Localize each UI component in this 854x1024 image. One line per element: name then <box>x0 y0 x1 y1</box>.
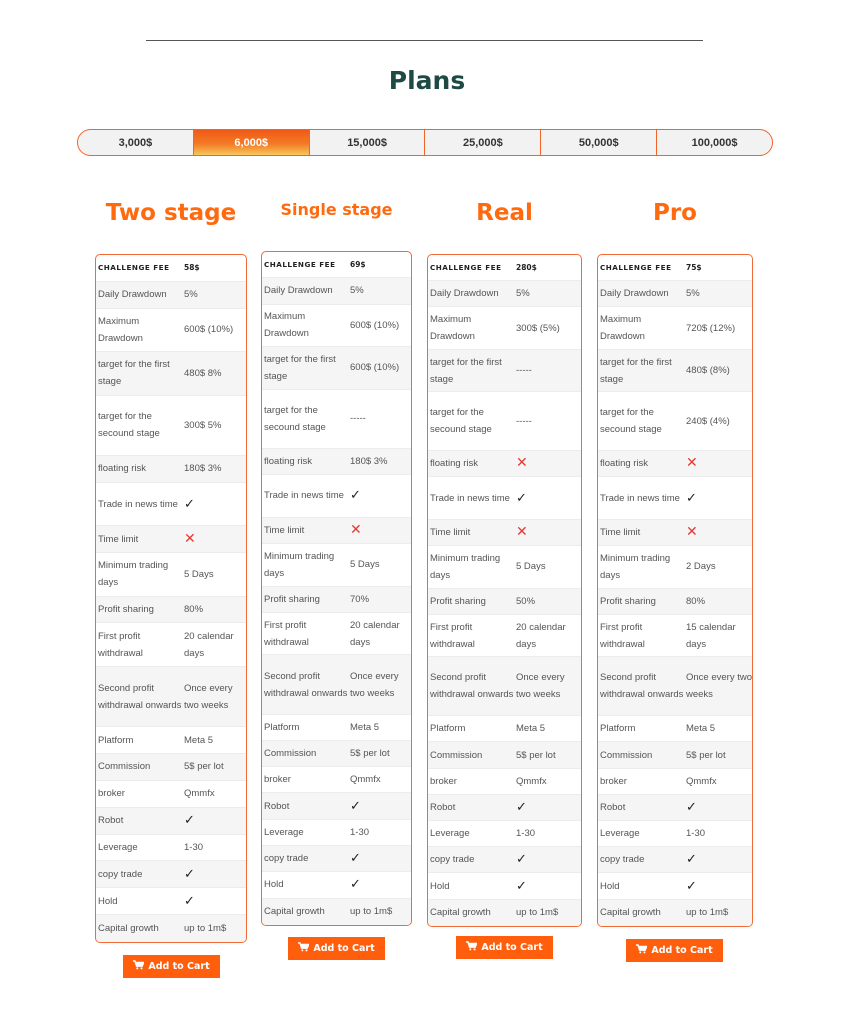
row-value: 5$ per lot <box>184 761 224 773</box>
row-value <box>514 523 581 542</box>
table-row <box>262 655 411 714</box>
row-value: up to 1m$ <box>516 907 559 919</box>
table-row <box>598 769 752 795</box>
table-row <box>598 821 752 847</box>
row-value: Once every two weeks <box>516 672 565 701</box>
row-label: Second profit withdrawal onwards <box>98 682 182 711</box>
row-label: target for the secound stage <box>264 404 326 433</box>
row-value: 70% <box>350 593 370 605</box>
row-label: broker <box>600 775 627 787</box>
table-row <box>96 861 246 888</box>
table-row <box>598 281 752 307</box>
row-label: target for the first stage <box>430 356 502 385</box>
row-label: Second profit withdrawal onwards <box>264 670 348 699</box>
row-value: 15 calendar days <box>686 621 736 650</box>
row-label: Leverage <box>98 841 138 853</box>
row-value <box>182 811 246 830</box>
row-value <box>684 798 752 817</box>
row-label: Hold <box>98 895 118 907</box>
row-label: copy trade <box>264 853 309 865</box>
row-label: copy trade <box>98 868 143 880</box>
row-value: Qmmfx <box>516 775 547 787</box>
row-label: floating risk <box>430 458 479 470</box>
fee-row <box>262 252 411 278</box>
row-label: Time limit <box>430 527 471 539</box>
row-value: 69$ <box>350 260 366 270</box>
row-value <box>348 486 411 505</box>
row-value: 5 Days <box>350 559 380 571</box>
row-value: 180$ 3% <box>184 463 222 475</box>
add-to-cart-button-real[interactable] <box>456 936 553 959</box>
row-label: Profit sharing <box>264 593 320 605</box>
row-label: Trade in news time <box>430 492 510 504</box>
row-value: up to 1m$ <box>350 906 393 918</box>
table-row <box>96 553 246 596</box>
row-label: Capital growth <box>98 922 159 934</box>
row-label: Hold <box>264 879 284 891</box>
row-value <box>182 892 246 911</box>
row-label: Second profit withdrawal onwards <box>430 672 514 701</box>
table-row <box>262 715 411 741</box>
tab-50000[interactable]: 50,000$ <box>541 130 657 155</box>
row-label: broker <box>98 788 125 800</box>
table-row <box>598 477 752 519</box>
table-row <box>96 915 246 942</box>
cross-icon: ✕ <box>350 520 362 537</box>
table-row <box>428 281 581 307</box>
table-row <box>262 767 411 793</box>
table-row <box>96 808 246 835</box>
table-row <box>96 781 246 808</box>
row-value: 5% <box>516 288 530 300</box>
row-label: Trade in news time <box>98 498 178 510</box>
row-label: Minimum trading days <box>600 552 671 581</box>
row-value: 480$ (8%) <box>686 365 730 377</box>
table-row <box>96 396 246 456</box>
row-value: 5% <box>350 285 364 297</box>
row-label: target for the first stage <box>98 359 170 388</box>
check-icon: ✓ <box>686 489 697 505</box>
row-label: floating risk <box>600 458 649 470</box>
row-value: 600$ (10%) <box>350 319 400 331</box>
row-value: 600$ (10%) <box>184 324 234 336</box>
row-label: copy trade <box>600 854 645 866</box>
table-row <box>598 615 752 657</box>
row-value <box>514 877 581 896</box>
row-value: 1-30 <box>516 828 536 840</box>
row-value: 20 calendar days <box>516 621 566 650</box>
row-value: 280$ <box>516 263 537 273</box>
row-value: Meta 5 <box>350 721 380 733</box>
table-row <box>428 350 581 392</box>
row-label: Platform <box>430 723 466 735</box>
row-value: 80% <box>184 603 204 615</box>
row-label: Maximum Drawdown <box>600 314 645 343</box>
row-label: Trade in news time <box>600 492 680 504</box>
table-row <box>598 900 752 926</box>
plan-heading-two-stage: Two stage <box>105 200 237 226</box>
row-label: First profit withdrawal <box>264 619 309 648</box>
row-value <box>348 875 411 894</box>
table-row <box>262 518 411 544</box>
fee-row <box>428 255 581 281</box>
row-label: Maximum Drawdown <box>430 314 475 343</box>
check-icon: ✓ <box>350 797 361 813</box>
row-label: Maximum Drawdown <box>264 311 309 340</box>
row-label: Maximum Drawdown <box>98 315 143 344</box>
cross-icon: ✕ <box>184 529 196 546</box>
row-label: broker <box>264 774 291 786</box>
row-value: 2 Days <box>686 561 716 573</box>
table-row <box>96 282 246 309</box>
table-row <box>262 347 411 390</box>
row-value <box>182 530 246 549</box>
row-label: Leverage <box>264 826 304 838</box>
table-row <box>96 352 246 395</box>
row-label: Time limit <box>264 524 305 536</box>
tab-15000[interactable]: 15,000$ <box>310 130 426 155</box>
fee-row <box>598 255 752 281</box>
row-value: 600$ (10%) <box>350 362 400 374</box>
row-label: Minimum trading days <box>430 552 501 581</box>
row-value <box>514 798 581 817</box>
row-value <box>684 850 752 869</box>
row-label: CHALLENGE FEE <box>430 263 502 273</box>
row-label: Daily Drawdown <box>430 288 499 300</box>
table-row <box>428 520 581 546</box>
row-label: Trade in news time <box>264 490 344 502</box>
table-row <box>96 309 246 352</box>
check-icon: ✓ <box>516 489 527 505</box>
plan-heading-single-stage: Single stage <box>280 200 393 219</box>
row-label: Capital growth <box>264 906 325 918</box>
add-to-cart-label: Add to Cart <box>148 961 210 972</box>
table-row <box>96 667 246 727</box>
table-row <box>598 520 752 546</box>
cross-icon: ✕ <box>516 523 528 540</box>
row-value <box>684 523 752 542</box>
row-value: 5 Days <box>184 568 214 580</box>
table-row <box>262 820 411 846</box>
row-label: Profit sharing <box>600 595 656 607</box>
plan-heading-pro: Pro <box>652 200 697 226</box>
table-row <box>262 475 411 518</box>
table-row <box>598 589 752 615</box>
add-to-cart-label: Add to Cart <box>481 942 543 953</box>
check-icon: ✓ <box>350 850 361 866</box>
plan-card-real <box>427 254 582 927</box>
table-row <box>262 587 411 613</box>
table-row <box>428 546 581 588</box>
table-row <box>598 392 752 451</box>
row-label: Daily Drawdown <box>264 285 333 297</box>
table-row <box>96 888 246 915</box>
row-value: 20 calendar days <box>350 619 400 648</box>
table-row <box>428 392 581 451</box>
table-row <box>262 449 411 475</box>
row-label: Minimum trading days <box>98 560 169 589</box>
row-value <box>684 489 752 508</box>
check-icon: ✓ <box>686 851 697 867</box>
row-value <box>348 797 411 816</box>
table-row <box>262 305 411 348</box>
table-row <box>428 769 581 795</box>
table-row <box>262 278 411 304</box>
row-value: 5$ per lot <box>686 749 726 761</box>
row-value: 5$ per lot <box>350 748 390 759</box>
row-label: Capital growth <box>600 907 661 919</box>
row-label: Time limit <box>600 527 641 539</box>
row-value: 720$ (12%) <box>686 322 736 334</box>
row-value: Meta 5 <box>516 723 546 735</box>
cross-icon: ✕ <box>686 523 698 540</box>
row-label: Commission <box>600 749 653 761</box>
row-label: copy trade <box>430 854 475 866</box>
row-value: 50% <box>516 595 536 607</box>
fee-row <box>96 255 246 282</box>
tab-3000[interactable]: 3,000$ <box>78 130 194 155</box>
row-value: Qmmfx <box>686 775 717 787</box>
row-label: Profit sharing <box>98 603 154 615</box>
table-row <box>598 847 752 873</box>
row-value <box>514 850 581 869</box>
row-value: Once every two weeks <box>350 670 399 699</box>
row-value: Qmmfx <box>184 788 215 800</box>
table-row <box>428 615 581 657</box>
table-row <box>96 623 246 666</box>
row-value <box>348 521 411 540</box>
row-label: target for the secound stage <box>600 407 662 436</box>
check-icon: ✓ <box>686 877 697 893</box>
cross-icon: ✕ <box>686 454 698 471</box>
table-row <box>96 456 246 483</box>
row-value <box>182 495 246 514</box>
row-label: Hold <box>430 880 450 892</box>
check-icon: ✓ <box>350 876 361 892</box>
check-icon: ✓ <box>350 487 361 503</box>
row-label: Platform <box>264 721 300 733</box>
row-value: Meta 5 <box>686 723 716 735</box>
account-size-tabs <box>77 129 773 156</box>
row-label: Robot <box>264 800 290 812</box>
check-icon: ✓ <box>184 812 195 828</box>
row-label: Commission <box>430 749 483 761</box>
row-label: Time limit <box>98 533 139 545</box>
table-row <box>428 873 581 899</box>
row-value: Once every two weeks <box>184 682 233 711</box>
row-value: 5$ per lot <box>516 749 556 761</box>
add-to-cart-button-pro[interactable] <box>626 939 723 962</box>
table-row <box>96 835 246 862</box>
page-title: Plans <box>388 66 466 95</box>
row-label: CHALLENGE FEE <box>264 260 336 270</box>
row-label: First profit withdrawal <box>98 630 143 659</box>
cross-icon: ✕ <box>516 454 528 471</box>
table-row <box>96 526 246 553</box>
row-value: Meta 5 <box>184 734 214 746</box>
table-row <box>428 900 581 926</box>
row-value: 300$ (5%) <box>516 322 560 334</box>
row-label: Minimum trading days <box>264 550 335 579</box>
add-to-cart-label: Add to Cart <box>651 945 713 956</box>
row-value: 1-30 <box>350 826 370 838</box>
table-row <box>598 795 752 821</box>
table-row <box>598 307 752 349</box>
row-label: Robot <box>600 801 626 813</box>
row-value: 480$ 8% <box>184 367 222 379</box>
table-row <box>428 477 581 519</box>
table-row <box>428 451 581 477</box>
row-value <box>514 489 581 508</box>
row-value: 5% <box>686 288 700 300</box>
table-row <box>598 873 752 899</box>
row-label: broker <box>430 775 457 787</box>
row-label: Robot <box>430 801 456 813</box>
table-row <box>598 657 752 716</box>
row-label: Capital growth <box>430 907 491 919</box>
add-to-cart-button-two-stage[interactable] <box>123 955 220 978</box>
table-row <box>428 821 581 847</box>
table-row <box>428 716 581 742</box>
row-label: floating risk <box>98 463 147 475</box>
cart-icon <box>298 942 309 955</box>
table-row <box>262 899 411 925</box>
row-value: 20 calendar days <box>184 630 234 659</box>
tab-25000[interactable]: 25,000$ <box>425 130 541 155</box>
table-row <box>428 847 581 873</box>
check-icon: ✓ <box>516 877 527 893</box>
row-label: Daily Drawdown <box>98 289 167 301</box>
row-value <box>182 865 246 884</box>
row-label: target for the secound stage <box>430 407 492 436</box>
row-label: Platform <box>600 723 636 735</box>
tab-100000[interactable]: 100,000$ <box>691 136 738 149</box>
row-value <box>684 877 752 896</box>
table-row <box>96 727 246 754</box>
row-label: First profit withdrawal <box>430 621 475 650</box>
cart-icon <box>133 960 144 973</box>
plan-card-two-stage <box>95 254 247 943</box>
check-icon: ✓ <box>184 892 195 908</box>
table-row <box>428 307 581 349</box>
add-to-cart-button-single-stage[interactable] <box>288 937 385 960</box>
row-label: target for the first stage <box>600 356 672 385</box>
row-label: Daily Drawdown <box>600 288 669 300</box>
table-row <box>598 742 752 768</box>
table-row <box>428 657 581 716</box>
row-value: ----- <box>350 413 366 425</box>
row-value <box>348 849 411 868</box>
table-row <box>428 742 581 768</box>
row-label: Profit sharing <box>430 595 486 607</box>
row-value: 75$ <box>686 263 702 273</box>
top-divider <box>146 40 703 41</box>
table-row <box>96 754 246 781</box>
tab-6000[interactable]: 6,000$ <box>194 130 310 155</box>
row-label: Robot <box>98 815 124 827</box>
row-value: 5 Days <box>516 561 546 573</box>
row-label: First profit withdrawal <box>600 621 645 650</box>
table-row <box>262 741 411 767</box>
row-label: Second profit withdrawal onwards <box>600 672 684 701</box>
table-row <box>598 451 752 477</box>
row-value: Qmmfx <box>350 774 381 786</box>
table-row <box>428 589 581 615</box>
cart-icon <box>636 944 647 957</box>
check-icon: ✓ <box>516 851 527 867</box>
table-row <box>262 872 411 898</box>
table-row <box>428 795 581 821</box>
row-value: 180$ 3% <box>350 456 388 467</box>
row-value: 1-30 <box>184 841 204 853</box>
row-value <box>514 454 581 473</box>
table-row <box>598 546 752 588</box>
row-value: 1-30 <box>686 828 706 840</box>
check-icon: ✓ <box>516 798 527 814</box>
row-value: up to 1m$ <box>184 922 227 934</box>
row-value: up to 1m$ <box>686 907 729 919</box>
row-label: Leverage <box>430 828 470 840</box>
row-label: Hold <box>600 880 620 892</box>
table-row <box>598 350 752 392</box>
check-icon: ✓ <box>184 495 195 511</box>
row-label: CHALLENGE FEE <box>600 263 672 273</box>
row-value: 5% <box>184 289 198 301</box>
table-row <box>262 613 411 656</box>
row-value: 58$ <box>184 263 200 273</box>
row-label: CHALLENGE FEE <box>98 263 170 273</box>
row-label: Leverage <box>600 828 640 840</box>
row-label: target for the first stage <box>264 353 336 382</box>
add-to-cart-label: Add to Cart <box>313 943 375 954</box>
table-row <box>598 716 752 742</box>
row-label: Platform <box>98 734 134 746</box>
check-icon: ✓ <box>184 865 195 881</box>
row-label: Commission <box>264 748 317 759</box>
cart-icon <box>466 941 477 954</box>
row-value: 80% <box>686 595 706 607</box>
table-row <box>262 544 411 587</box>
row-value: ----- <box>516 365 532 377</box>
row-value: ----- <box>516 415 532 427</box>
table-row <box>262 846 411 872</box>
plan-card-pro <box>597 254 753 927</box>
row-value <box>684 454 752 473</box>
check-icon: ✓ <box>686 798 697 814</box>
table-row <box>262 390 411 449</box>
table-row <box>96 597 246 624</box>
table-row <box>262 793 411 819</box>
row-label: target for the secound stage <box>98 411 160 440</box>
row-value: 240$ (4%) <box>686 415 730 427</box>
table-row <box>96 483 246 526</box>
plan-card-single-stage <box>261 251 412 926</box>
row-label: Commission <box>98 761 151 773</box>
row-label: floating risk <box>264 456 313 467</box>
row-value: Once every two weeks <box>686 672 752 701</box>
plan-heading-real: Real <box>476 200 533 226</box>
row-value: 300$ 5% <box>184 419 222 431</box>
